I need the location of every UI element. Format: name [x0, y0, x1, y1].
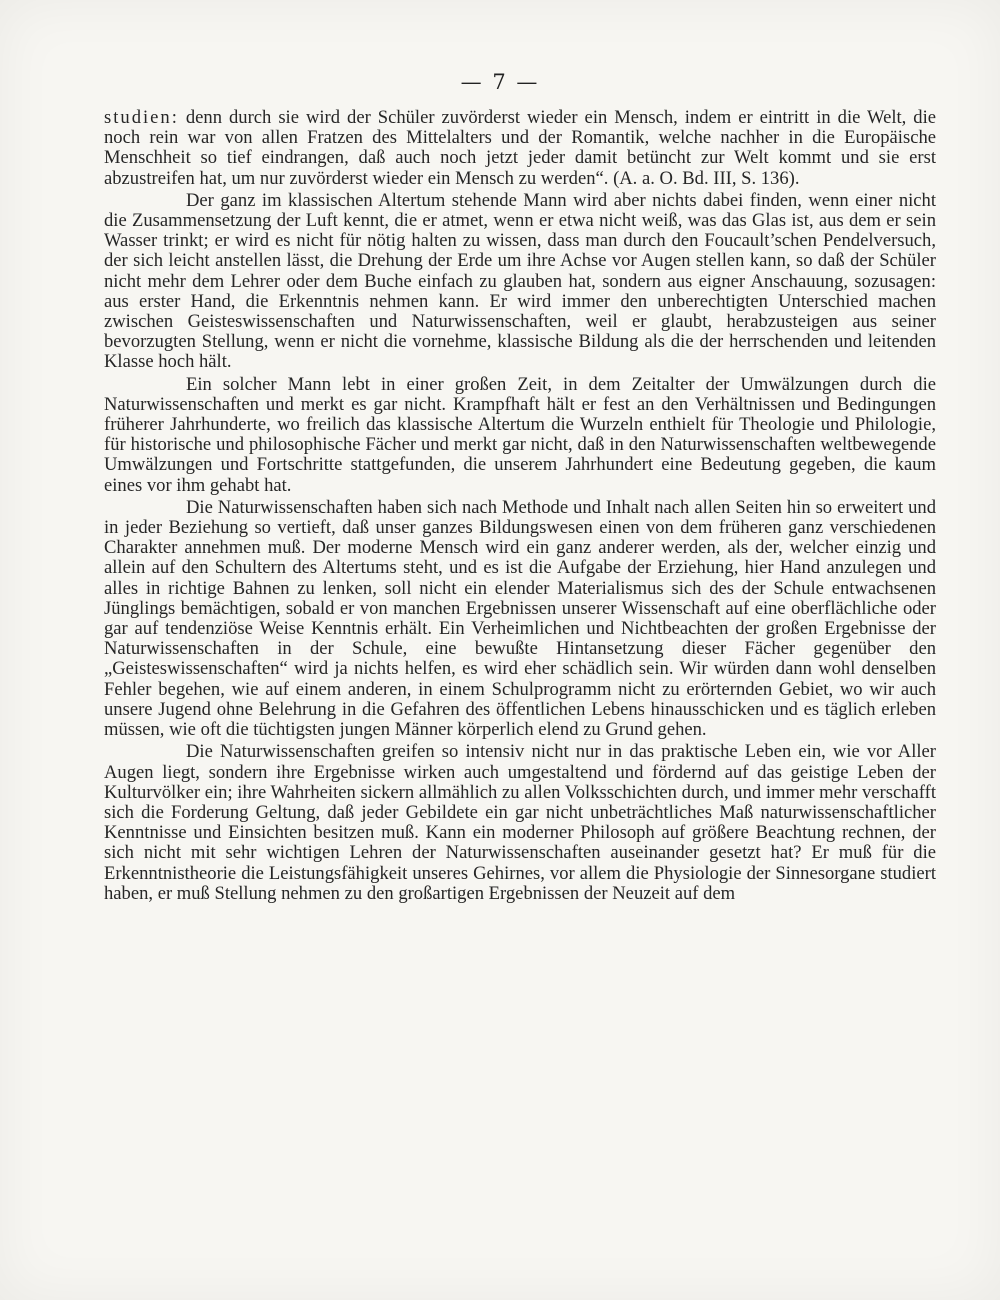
paragraph-2: Der ganz im klassischen Altertum stehende Mann wird aber nichts dabei finden, wenn einer nicht die Zusammensetzung der Luft kennt, die er atmet, wenn er etwa nicht weiß, was das Glas ist, aus dem er sein Wasser trinkt; er wird es nicht für nötig halten zu wissen, dass man durch den Foucault’schen Pendelversuch, der sich leicht anstellen lässt, die Drehung der Erde um ihre Achse vor Augen stellen kann, so daß der Schüler nicht mehr dem Lehrer oder dem Buche einfach zu glauben hat, sondern aus eigner Anschauung, sozusagen: aus erster Hand, die Erkenntnis nehmen kann. Er wird immer den unberechtigten Unterschied machen zwischen Geisteswissenschaften und Naturwissenschaften, weil er glaubt, herabzusteigen aus seiner bevorzugten Stellung, wenn er nicht die vornehme, klassische Bildung als die der herrschenden und leitenden Klasse hoch hält. [104, 189, 936, 373]
paragraph-1-lead: studien: [104, 107, 179, 128]
paragraph-1-text: denn durch sie wird der Schüler zuvörderst wieder ein Mensch, indem er eintritt in die Welt, die noch rein war von allen Fratzen des Mittelalters und der Romantik, welche nachher in die Europäische Menschheit so tief eindrangen, daß auch noch jetzt jeder damit betüncht zur Welt kommt und sie erst abzustreifen hat, um nur zuvörderst wieder ein Mensch zu werden“. (A. a. O. Bd. III, S. 136). [104, 107, 936, 189]
paragraph-3: Ein solcher Mann lebt in einer großen Zeit, in dem Zeitalter der Umwälzungen durch die Naturwissenschaften und merkt es gar nicht. Krampfhaft hält er fest an den Verhältnissen und Bedingungen früherer Jahrhunderte, wo freilich das klassische Altertum die Wurzeln enthielt für Theologie und Philologie, für historische und philosophische Fächer und merkt gar nicht, daß in den Naturwissenschaften weltbewegende Umwälzungen und Fortschritte stattgefunden, die unserem Jahrhundert eine Bedeutung gegeben, die kaum eines vor ihm gehabt hat. [104, 373, 936, 496]
paragraph-5: Die Naturwissenschaften greifen so intensiv nicht nur in das praktische Leben ein, wie vor Aller Augen liegt, sondern ihre Ergebnisse wirken auch umgestaltend und fördernd auf das geistige Leben der Kulturvölker ein; ihre Wahrheiten sickern allmählich zu allen Volksschichten durch, und immer mehr verschafft sich die Forderung Geltung, daß jeder Gebildete ein gar nicht unbeträchtliches Maß naturwissenschaftlicher Kenntnisse und Einsichten besitzen muß. Kann ein moderner Philosoph auf größere Beachtung rechnen, der sich nicht mit sehr wichtigen Lehren der Naturwissenschaften auseinander gesetzt hat? Er muß für die Erkenntnistheorie die Leistungsfähigkeit unseres Gehirnes, vor allem die Physiologie der Sinnesorgane studiert haben, er muß Stellung nehmen zu den großartigen Ergebnissen der Neuzeit auf dem [104, 741, 936, 904]
paragraph-4: Die Naturwissenschaften haben sich nach Methode und Inhalt nach allen Seiten hin so erweitert und in jeder Beziehung so vertieft, daß unser ganzes Bildungswesen einen von dem früheren ganz verschiedenen Charakter annehmen muß. Der moderne Mensch wird ein ganz anderer werden, als der, welcher einzig und allein auf den Schultern des Altertums steht, und es ist die Aufgabe der Erziehung, hier Hand anzulegen und alles in richtige Bahnen zu lenken, soll nicht ein elender Materialismus sich des der Schule entwachsenen Jünglings bemächtigen, sobald er von manchen Ergebnissen unserer Wissenschaft auf eine oberflächliche oder gar auf tendenziöse Weise Kenntnis erhält. Ein Verheimlichen und Nichtbeachten der großen Ergebnisse der Naturwissenschaften in der Schule, eine bewußte Hintansetzung dieser Fächer gegenüber den „Geisteswissenschaften“ wird ja nichts helfen, es wird eher schädlich sein. Wir würden dann wohl denselben Fehler begehen, wie auf einem anderen, in einem Schulprogramm nicht zu erörternden Gebiet, wo wir auch unsere Jugend ohne Belehrung in die Gefahren des öffentlichen Lebens hinausschicken und es täglich erleben müssen, wie oft die tüchtigsten jungen Männer körperlich elend zu Grund gehen. [104, 496, 936, 741]
paragraph-1 [104, 108, 936, 189]
body-text [104, 108, 936, 906]
page-number: — 7 — [460, 70, 540, 94]
